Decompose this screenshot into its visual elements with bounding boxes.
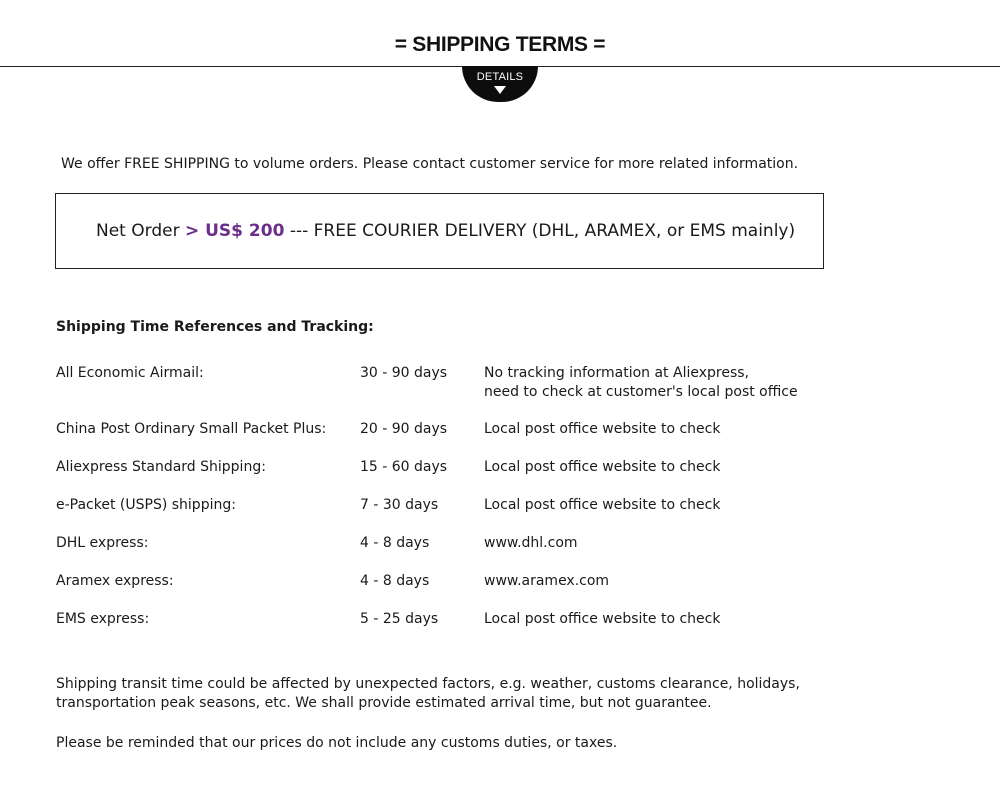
page-title: = SHIPPING TERMS = [394,33,606,56]
offer-suffix: --- FREE COURIER DELIVERY (DHL, ARAMEX, or EMS mainly) [289,221,796,241]
delivery-time: 4 - 8 days [360,535,430,551]
tracking-info: No tracking information at Aliexpress, need to check at customer's local post office [484,365,798,400]
transit-note: Shipping transit time could be affected by unexpected factors, e.g. weather, customs clearance, holidays, transportation peak seasons, etc. We shall provide estimated arrival time, but not guarantee. [56,676,800,711]
offer-prefix: Net Order [96,221,180,241]
tracking-info: Local post office website to check [484,421,721,437]
shipping-section-heading: Shipping Time References and Tracking: [56,319,374,335]
arrow-down-icon [494,86,506,94]
tracking-info: www.aramex.com [484,573,610,589]
free-shipping-offer-box [55,193,824,269]
shipping-method: All Economic Airmail: [56,365,204,381]
delivery-time: 7 - 30 days [360,497,439,513]
details-label: DETAILS [476,71,524,83]
offer-threshold: > US$ 200 [184,221,285,241]
shipping-method: Aramex express: [56,573,174,589]
tracking-info: www.dhl.com [484,535,578,551]
tracking-info: Local post office website to check [484,611,721,627]
delivery-time: 30 - 90 days [360,365,448,381]
delivery-time: 4 - 8 days [360,573,430,589]
delivery-time: 20 - 90 days [360,421,448,437]
delivery-time: 5 - 25 days [360,611,439,627]
tracking-info: Local post office website to check [484,497,721,513]
delivery-time: 15 - 60 days [360,459,448,475]
details-badge [462,66,538,102]
shipping-method: DHL express: [56,535,149,551]
offer-line [96,221,795,241]
intro-text: We offer FREE SHIPPING to volume orders. Please contact customer service for more related information. [61,156,799,172]
shipping-method: China Post Ordinary Small Packet Plus: [56,421,327,437]
tracking-info: Local post office website to check [484,459,721,475]
duties-note: Please be reminded that our prices do not include any customs duties, or taxes. [56,735,618,751]
shipping-method: e-Packet (USPS) shipping: [56,497,236,513]
shipping-method: EMS express: [56,611,150,627]
shipping-method: Aliexpress Standard Shipping: [56,459,266,475]
